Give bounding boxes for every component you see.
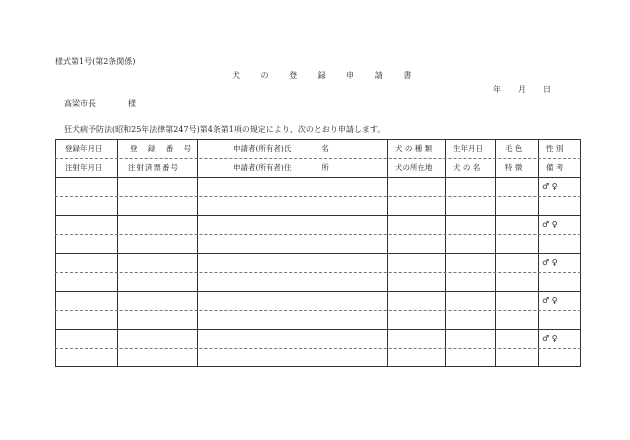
date-month-label: 月 (518, 85, 526, 94)
table-border-bottom (55, 366, 581, 367)
row-separator (55, 253, 581, 254)
header-dog-breed: 犬 の 種 類 (395, 144, 433, 153)
addressee-name: 高梁市長 (64, 99, 96, 108)
header-sex: 性 別 (546, 144, 564, 153)
header-dog-location: 犬の所在地 (395, 163, 433, 172)
header-dashed-divider (55, 158, 581, 159)
sex-symbols-row-2: ♂ ♀ (542, 220, 558, 229)
date-year-label: 年 (493, 85, 501, 94)
row-dashed-divider (55, 310, 581, 311)
form-title: 犬 の 登 録 申 請 書 (232, 71, 421, 80)
row-dashed-divider (55, 272, 581, 273)
header-features: 特 徴 (505, 163, 523, 172)
header-registration-number: 登 録 番 号 (130, 144, 196, 153)
row-separator (55, 215, 581, 216)
header-coat-color: 毛 色 (505, 144, 523, 153)
header-bottom-line (55, 177, 581, 178)
header-applicant-name: 申請者(所有者)氏 名 (233, 144, 329, 153)
registration-table (55, 139, 581, 367)
row-separator (55, 329, 581, 330)
addressee-honorific: 様 (128, 99, 136, 108)
sex-symbols-row-1: ♂ ♀ (542, 182, 558, 191)
sex-symbols-row-5: ♂ ♀ (542, 334, 558, 343)
header-remarks: 備 考 (546, 163, 564, 172)
table-border-top (55, 139, 581, 140)
row-dashed-divider (55, 196, 581, 197)
date-day-label: 日 (543, 85, 551, 94)
header-registration-date: 登録年月日 (65, 144, 103, 153)
header-dog-name: 犬 の 名 (453, 163, 481, 172)
header-vaccination-date: 注射年月日 (65, 163, 103, 172)
intro-text: 狂犬病予防法(昭和25年法律第247号)第4条第1項の規定により、次のとおり申請します。 (64, 125, 386, 134)
row-separator (55, 291, 581, 292)
row-dashed-divider (55, 234, 581, 235)
header-applicant-address: 申請者(所有者)住 所 (233, 163, 329, 172)
sex-symbols-row-4: ♂ ♀ (542, 296, 558, 305)
header-vaccination-tag-number: 注射済票番号 (128, 163, 179, 172)
sex-symbols-row-3: ♂ ♀ (542, 258, 558, 267)
row-dashed-divider (55, 348, 581, 349)
header-birth-date: 生年月日 (453, 144, 483, 153)
form-number: 様式第1号(第2条関係) (55, 57, 136, 66)
